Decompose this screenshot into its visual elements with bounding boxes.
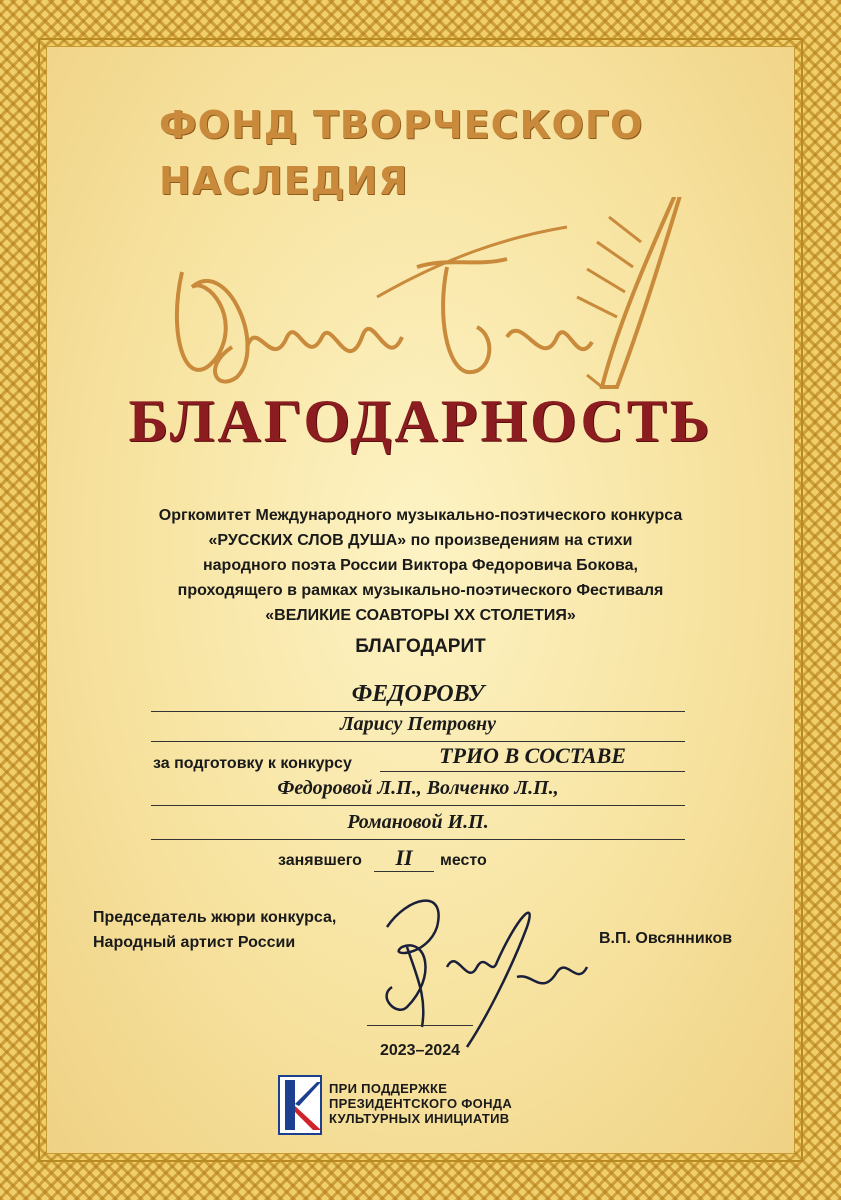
intro-line: «ВЕЛИКИЕ СОАВТОРЫ XX СТОЛЕТИЯ» — [265, 607, 576, 624]
signatory-title-line1: Председатель жюри конкурса, — [93, 909, 337, 926]
fund-title-line2: НАСЛЕДИЯ — [159, 159, 409, 203]
preparation-label: за подготовку к конкурсу — [153, 755, 352, 772]
academic-year: 2023–2024 — [367, 1025, 473, 1060]
signatory-name: В.П. Овсянников — [599, 930, 733, 947]
team-line-2: Романовой И.П. — [151, 811, 685, 840]
intro-line: народного поэта России Виктора Федоровича Бокова, — [202, 557, 638, 574]
intro-line: Оргкомитет Международного музыкально-поэтического конкурса — [158, 507, 683, 524]
document-heading: БЛАГОДАРНОСТЬ — [128, 388, 713, 454]
support-line3: КУЛЬТУРНЫХ ИНИЦИАТИВ — [329, 1111, 510, 1126]
recipient-name: Ларису Петровну — [151, 713, 685, 742]
fund-title-line1: ФОНД ТВОРЧЕСКОГО — [159, 103, 644, 147]
place-value: II — [374, 845, 434, 872]
signatory-title — [93, 905, 336, 955]
certificate-body — [46, 46, 795, 1154]
bokov-signature-logo — [147, 197, 707, 397]
pfki-logo-icon — [277, 1074, 323, 1136]
support-line1: ПРИ ПОДДЕРЖКЕ — [329, 1081, 448, 1096]
team-line-1: Федоровой Л.П., Волченко Л.П., — [151, 777, 685, 806]
fund-logo-title — [159, 97, 679, 209]
intro-paragraph — [67, 503, 774, 628]
support-text — [329, 1081, 512, 1126]
intro-line: «РУССКИХ СЛОВ ДУША» по произведениям на стихи — [208, 532, 633, 549]
quill-icon — [577, 197, 692, 387]
thanks-label: БЛАГОДАРИТ — [355, 636, 486, 657]
place-suffix: место — [440, 852, 487, 869]
recipient-surname: ФЕДОРОВУ — [151, 681, 685, 712]
intro-line: проходящего в рамках музыкально-поэтического Фестиваля — [177, 582, 664, 599]
preparation-value: ТРИО В СОСТАВЕ — [380, 743, 685, 772]
place-label: занявшего — [278, 852, 362, 869]
support-line2: ПРЕЗИДЕНТСКОГО ФОНДА — [329, 1096, 513, 1111]
signatory-title-line2: Народный артист России — [93, 934, 296, 951]
